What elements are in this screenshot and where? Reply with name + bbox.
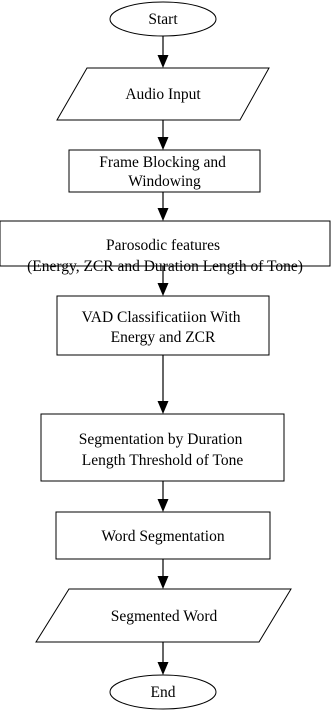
end-node [110, 675, 216, 709]
segmented-word-label: Segmented Word [110, 608, 218, 625]
word-segmentation-label: Word Segmentation [101, 528, 225, 545]
vad-classification-line-2: Energy and ZCR [110, 329, 216, 346]
parosodic-features-node [0, 221, 330, 275]
vad-classification-node [57, 296, 269, 355]
connector-start-to-input [158, 36, 169, 68]
connector-segmentation-to-word [158, 481, 169, 512]
segmented-word-node [36, 589, 291, 642]
start-label: Start [148, 11, 178, 28]
parosodic-features-line-1: Parosodic features [106, 237, 221, 254]
audio-input-node [57, 68, 269, 120]
segmentation-threshold-line-1: Segmentation by Duration [78, 431, 243, 448]
audio-input-label: Audio Input [125, 86, 201, 103]
start-node [110, 2, 216, 36]
segmentation-threshold-node [41, 414, 284, 481]
connector-vad-to-segmentation [158, 355, 169, 414]
segmentation-threshold-line-2: Length Threshold of Tone [81, 452, 244, 469]
connector-frame-to-features [158, 192, 169, 221]
connector-word-to-output [158, 559, 169, 589]
frame-blocking-line-2: Windowing [128, 173, 201, 190]
connector-input-to-frame [158, 120, 169, 150]
frame-blocking-node [69, 150, 260, 192]
connector-output-to-end [158, 642, 169, 675]
frame-blocking-line-1: Frame Blocking and [99, 154, 226, 171]
parosodic-features-line-2: (Energy, ZCR and Duration Length of Tone) [27, 258, 303, 275]
word-segmentation-node [56, 512, 270, 559]
vad-classification-line-1: VAD Classificatiion With [81, 309, 241, 326]
end-label: End [150, 684, 176, 701]
